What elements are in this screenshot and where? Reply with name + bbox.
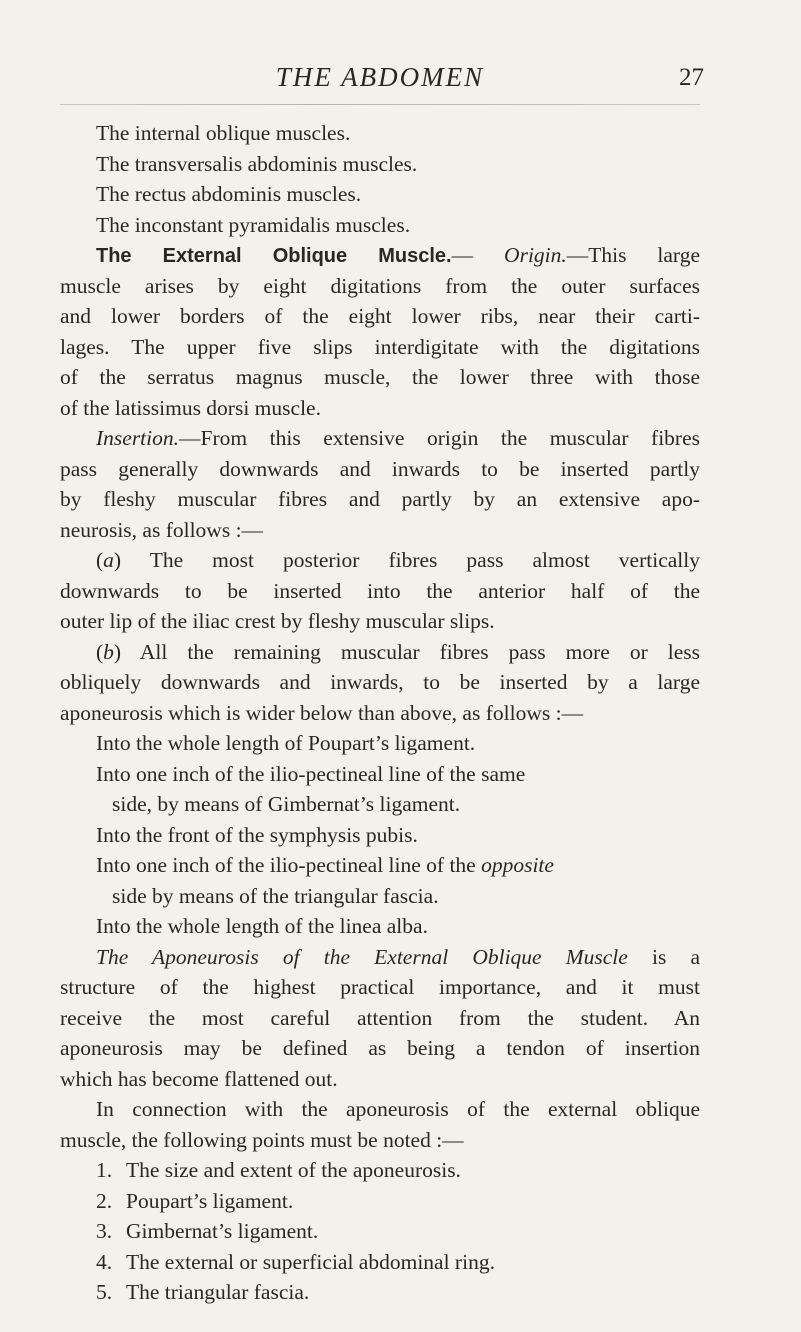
text-run: In connection with the aponeurosis of the external oblique [96, 1097, 700, 1121]
header-rule [60, 104, 700, 105]
text-line [60, 667, 700, 698]
text-line [60, 850, 700, 881]
italic-text: opposite [481, 853, 554, 877]
text-run: Poupart’s ligament. [126, 1188, 294, 1213]
text-line [60, 301, 700, 332]
text-line [60, 271, 700, 302]
text-run: by fleshy muscular fibres and partly by an extensive apo- [60, 487, 700, 511]
text-run: The triangular fascia. [126, 1280, 310, 1304]
text-run: — [451, 243, 505, 267]
list-number: 5. [96, 1280, 113, 1304]
text-line [60, 240, 700, 271]
text-run: The size and extent of the aponeurosis. [126, 1158, 461, 1182]
text-run: Into one inch of the ilio-pectineal line of the same [96, 761, 526, 786]
text-run: muscle, the following points must be noted :— [60, 1127, 464, 1152]
text-line [60, 1155, 700, 1186]
text-run: pass generally downwards and inwards to be inserted partly [60, 456, 700, 481]
text-line [60, 1247, 700, 1278]
text-line [60, 698, 700, 729]
text-run: Gimbernat’s ligament. [126, 1219, 319, 1243]
text-run: side by means of the triangular fascia. [112, 883, 439, 908]
italic-text: b [103, 639, 114, 664]
text-line [60, 942, 700, 973]
text-line [60, 759, 700, 790]
text-line [60, 1125, 700, 1156]
section-heading: The External Oblique Muscle. [96, 245, 452, 267]
text-line [60, 1216, 700, 1247]
text-run: receive the most careful attention from the student. An [60, 1005, 700, 1030]
text-line [60, 576, 700, 607]
text-run: The internal oblique muscles. [96, 121, 351, 145]
list-number: 4. [96, 1249, 113, 1274]
text-run: Into one inch of the ilio-pectineal line of the [96, 853, 482, 877]
text-run: ) The most posterior fibres pass almost vertically [113, 548, 700, 572]
text-line [60, 149, 700, 180]
text-run: Into the whole length of Poupart’s ligament. [96, 731, 476, 755]
text-line [60, 545, 700, 576]
page-header [60, 62, 704, 102]
italic-text: a [103, 548, 114, 572]
text-line [60, 393, 700, 424]
text-line [60, 1064, 700, 1095]
text-run: side, by means of Gimbernat’s ligament. [112, 792, 461, 816]
text-run: is a [627, 944, 700, 969]
italic-text: The Aponeurosis of the External Oblique Muscle [96, 944, 628, 969]
text-run: lages. The upper five slips interdigitate with the digitations [60, 334, 700, 359]
body-text [60, 118, 700, 1308]
text-run: The transversalis abdominis muscles. [96, 151, 418, 176]
text-line [60, 454, 700, 485]
text-run: structure of the highest practical importance, and it must [60, 975, 700, 999]
text-run: Into the whole length of the linea alba. [96, 914, 428, 938]
list-number: 3. [96, 1219, 113, 1243]
text-run: —This large [566, 243, 700, 267]
text-run: aponeurosis may be defined as being a tendon of insertion [60, 1036, 700, 1060]
text-run: of the latissimus dorsi muscle. [60, 395, 321, 420]
text-run: —From this extensive origin the muscular fibres [179, 426, 700, 450]
text-line [60, 911, 700, 942]
text-run: Into the front of the symphysis pubis. [96, 822, 418, 847]
text-line [60, 1003, 700, 1034]
text-run: outer lip of the iliac crest by fleshy muscular slips. [60, 609, 495, 633]
text-line [60, 881, 700, 912]
text-line [60, 1277, 700, 1308]
text-run: and lower borders of the eight lower ribs, near their carti- [60, 304, 700, 328]
text-run: The rectus abdominis muscles. [96, 182, 362, 206]
text-line [60, 972, 700, 1003]
text-line [60, 1094, 700, 1125]
text-run: muscle arises by eight digitations from the outer surfaces [60, 273, 700, 298]
text-run: ) All the remaining muscular fibres pass more or less [113, 639, 700, 664]
text-line [60, 1186, 700, 1217]
text-line [60, 606, 700, 637]
list-number: 2. [96, 1188, 113, 1213]
italic-text: Origin. [504, 243, 567, 267]
text-line [60, 423, 700, 454]
text-line [60, 210, 700, 241]
text-run: ( [96, 548, 104, 572]
text-run: aponeurosis which is wider below than above, as follows :— [60, 700, 584, 725]
text-run: downwards to be inserted into the anterior half of the [60, 578, 700, 603]
text-run: The external or superficial abdominal ring. [126, 1249, 495, 1274]
text-run: of the serratus magnus muscle, the lower three with those [60, 365, 700, 389]
page-number: 27 [679, 64, 704, 91]
text-line [60, 820, 700, 851]
text-line [60, 118, 700, 149]
text-line [60, 179, 700, 210]
text-line [60, 484, 700, 515]
text-run: The inconstant pyramidalis muscles. [96, 212, 411, 237]
text-line [60, 1033, 700, 1064]
text-line [60, 332, 700, 363]
text-run: obliquely downwards and inwards, to be inserted by a large [60, 670, 700, 694]
list-number: 1. [96, 1158, 113, 1182]
text-line [60, 362, 700, 393]
text-run: ( [96, 639, 104, 664]
text-run: which has become flattened out. [60, 1066, 338, 1091]
text-line [60, 637, 700, 668]
text-line [60, 728, 700, 759]
text-run: neurosis, as follows :— [60, 517, 264, 542]
italic-text: Insertion. [96, 426, 180, 450]
text-line [60, 515, 700, 546]
text-line [60, 789, 700, 820]
running-title: THE ABDOMEN [275, 62, 485, 92]
